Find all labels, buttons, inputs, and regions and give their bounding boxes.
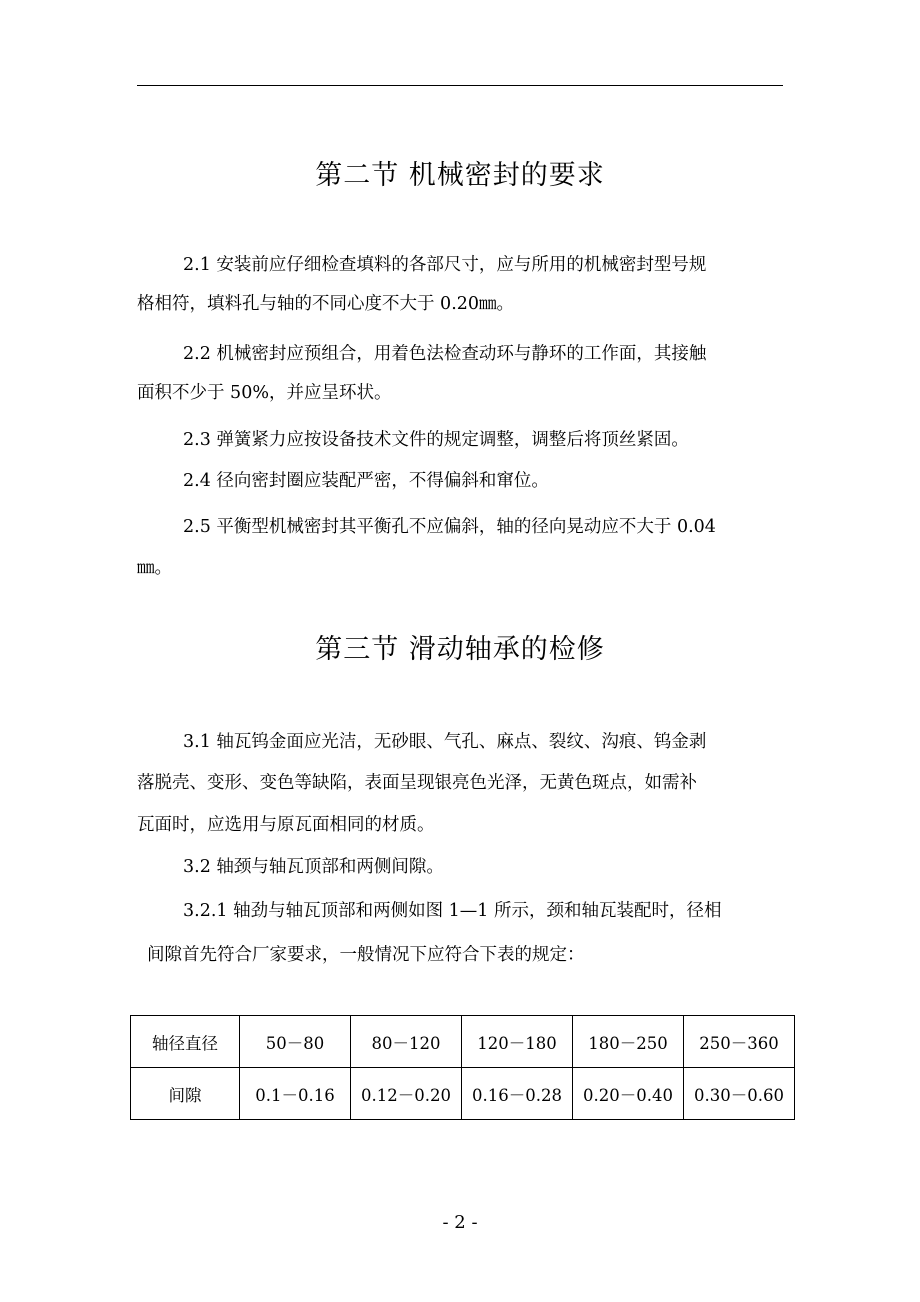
table-cell: 0.12－0.20: [351, 1068, 462, 1120]
para-3-2-1-line1: 3.2.1 轴劲与轴瓦顶部和两侧如图 1—1 所示，颈和轴瓦装配时，径相: [183, 901, 722, 921]
table-cell: 0.20－0.40: [573, 1068, 684, 1120]
table-cell: 0.30－0.60: [684, 1068, 795, 1120]
para-3-1-line2: 落脱壳、变形、变色等缺陷，表面呈现银亮色光泽，无黄色斑点，如需补: [137, 773, 697, 793]
para-3-2-1-line2: 间隙首先符合厂家要求，一般情况下应符合下表的规定：: [147, 945, 585, 965]
page-number: - 2 -: [442, 1212, 478, 1233]
table-cell: 间隙: [131, 1068, 240, 1120]
para-3-1-line3: 瓦面时，应选用与原瓦面相同的材质。: [137, 815, 435, 835]
para-2-4: 2.4 径向密封圈应装配严密，不得偏斜和窜位。: [183, 471, 549, 491]
table-cell: 120－180: [462, 1016, 573, 1068]
para-2-3: 2.3 弹簧紧力应按设备技术文件的规定调整，调整后将顶丝紧固。: [183, 430, 689, 450]
section-3-title: 第三节 滑动轴承的检修: [315, 634, 605, 665]
para-3-1-line1: 3.1 轴瓦钨金面应光洁，无砂眼、气孔、麻点、裂纹、沟痕、钨金剥: [183, 732, 707, 752]
section-2-title: 第二节 机械密封的要求: [315, 160, 605, 191]
table-cell: 50－80: [240, 1016, 351, 1068]
para-3-2: 3.2 轴颈与轴瓦顶部和两侧间隙。: [183, 857, 444, 877]
table-cell: 180－250: [573, 1016, 684, 1068]
para-2-1-line1: 2.1 安装前应仔细检查填料的各部尺寸，应与所用的机械密封型号规: [183, 255, 707, 275]
table-cell: 轴径直径: [131, 1016, 240, 1068]
para-2-5-line1: 2.5 平衡型机械密封其平衡孔不应偏斜，轴的径向晃动应不大于 0.04: [183, 517, 716, 537]
header-rule: [137, 85, 783, 86]
table-cell: 0.16－0.28: [462, 1068, 573, 1120]
para-2-1-line2: 格相符，填料孔与轴的不同心度不大于 0.20㎜。: [137, 294, 515, 314]
clearance-table: [130, 1015, 795, 1120]
table-row: [131, 1016, 795, 1068]
table-row: [131, 1068, 795, 1120]
table-cell: 80－120: [351, 1016, 462, 1068]
para-2-2-line1: 2.2 机械密封应预组合，用着色法检查动环与静环的工作面，其接触: [183, 344, 707, 364]
table-cell: 250－360: [684, 1016, 795, 1068]
para-2-5-line2: ㎜。: [137, 558, 172, 578]
para-2-2-line2: 面积不少于 50%，并应呈环状。: [137, 383, 392, 403]
table-cell: 0.1－0.16: [240, 1068, 351, 1120]
